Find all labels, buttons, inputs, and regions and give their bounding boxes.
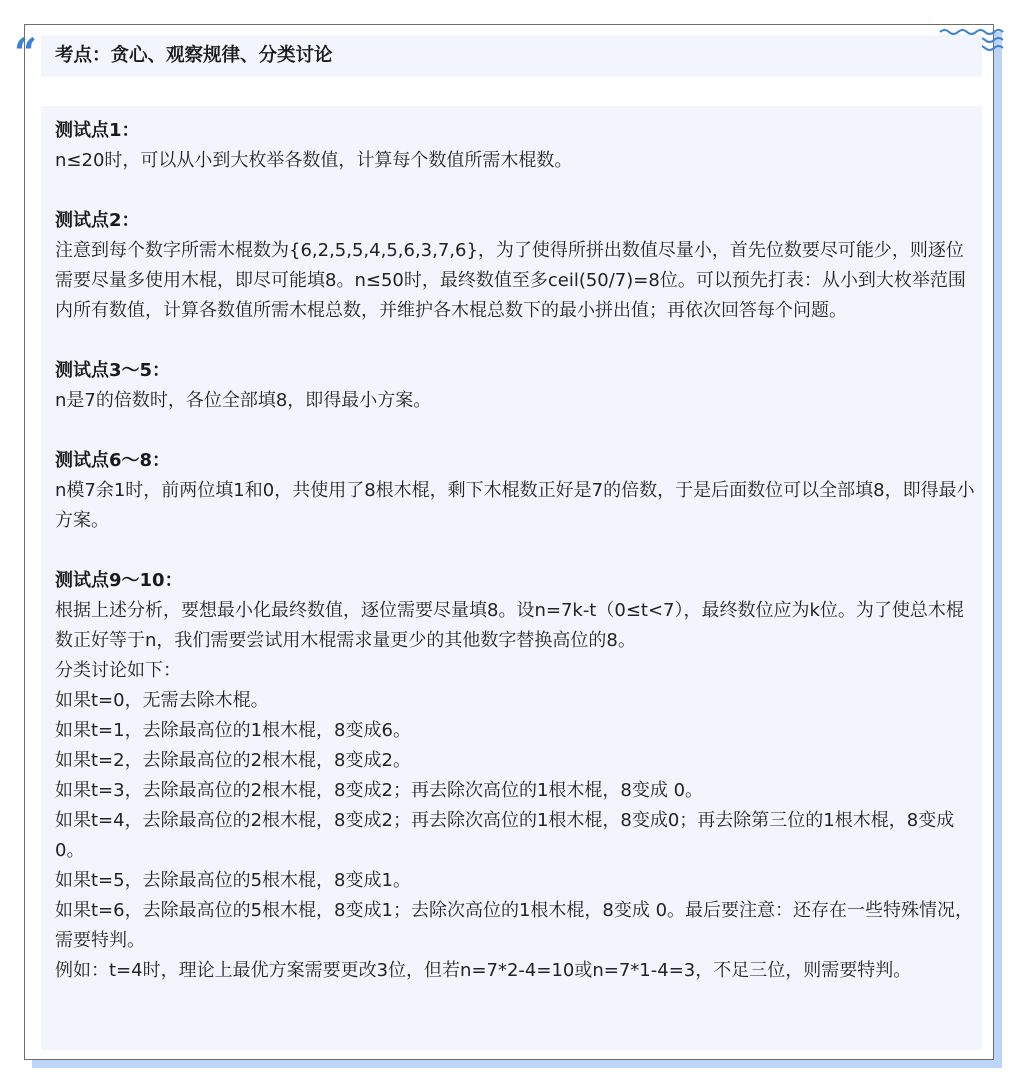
content-panel	[41, 106, 982, 1050]
case-line: 如果t=0，无需去除木棍。	[55, 690, 269, 711]
section-paragraph: 注意到每个数字所需木棍数为{6,2,5,5,4,5,6,3,7,6}，为了使得所拼出数值尽量小，首先位数要尽可能少，则逐位需要尽量多使用木棍，即尽可能填8。n≤50时，最终数值至多ceil(50/7)=8位。可以预先打表：从小到大枚举范围内所有数值，计算各数值所需木棍总数，并维护各木棍总数下的最小拼出值；再依次回答每个问题。	[55, 240, 966, 321]
section-test-9-10	[55, 566, 975, 986]
section-test-2	[55, 206, 975, 326]
section-paragraph: n≤20时，可以从小到大枚举各数值，计算每个数值所需木棍数。	[55, 150, 573, 171]
section-title: 测试点6～8：	[55, 450, 171, 471]
section-test-6-8	[55, 446, 975, 536]
section-title: 测试点1：	[55, 120, 140, 141]
header-panel	[41, 35, 982, 77]
case-line: 如果t=4，去除最高位的2根木棍，8变成2；再去除次高位的1根木棍，8变成0；再去除第三位的1根木棍，8变成 0。	[55, 810, 955, 861]
section-title: 测试点9～10：	[55, 570, 183, 591]
section-title: 测试点3～5：	[55, 360, 171, 381]
case-line: 如果t=2，去除最高位的2根木棍，8变成2。	[55, 750, 411, 771]
case-line: 如果t=5，去除最高位的5根木棍，8变成1。	[55, 870, 411, 891]
page-title: 考点：贪心、观察规律、分类讨论	[55, 45, 333, 66]
section-paragraph: n模7余1时，前两位填1和0，共使用了8根木棍，剩下木棍数正好是7的倍数，于是后面数位可以全部填8，即得最小方案。	[55, 480, 975, 531]
section-paragraph: n是7的倍数时，各位全部填8，即得最小方案。	[55, 390, 432, 411]
case-line: 如果t=3，去除最高位的2根木棍，8变成2；再去除次高位的1根木棍，8变成 0。	[55, 780, 704, 801]
content-body	[55, 116, 975, 986]
section-paragraph: 根据上述分析，要想最小化最终数值，逐位需要尽量填8。设n=7k-t（0≤t<7），最终数位应为k位。为了使总木棍数正好等于n，我们需要尝试用木棍需求量更少的其他数字替换高位的8。	[55, 600, 964, 651]
example-line: 例如：t=4时，理论上最优方案需要更改3位，但若n=7*2-4=10或n=7*1-4=3，不足三位，则需要特判。	[55, 960, 912, 981]
case-line: 如果t=1，去除最高位的1根木棍，8变成6。	[55, 720, 411, 741]
section-test-3-5	[55, 356, 975, 416]
quote-open-icon: “	[14, 30, 38, 77]
section-paragraph: 分类讨论如下：	[55, 660, 181, 681]
section-title: 测试点2：	[55, 210, 140, 231]
section-test-1	[55, 116, 975, 176]
case-line: 如果t=6，去除最高位的5根木棍，8变成1；去除次高位的1根木棍，8变成 0。最后要注意：还存在一些特殊情况，需要特判。	[55, 900, 974, 951]
